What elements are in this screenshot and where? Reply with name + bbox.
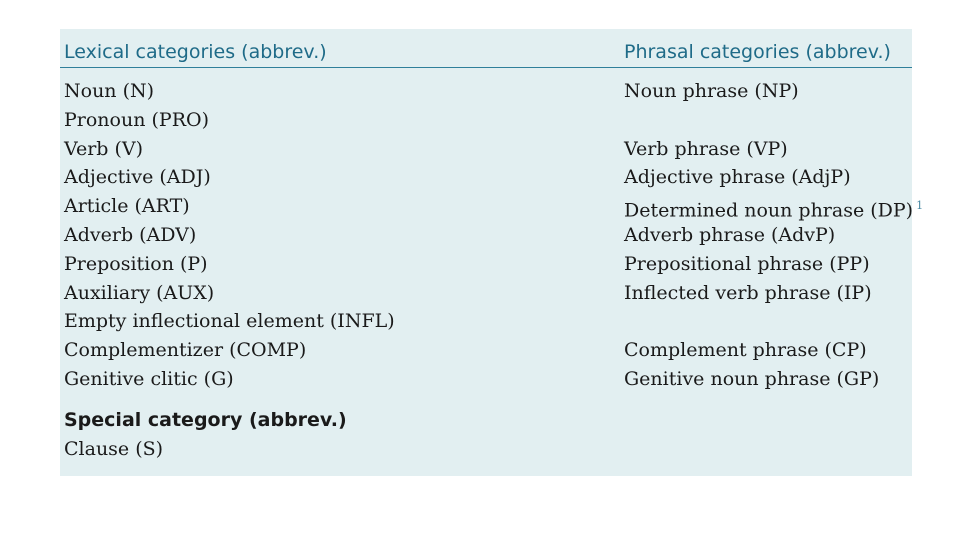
special-category-header: Special category (abbrev.) — [64, 409, 347, 431]
phrasal-item-advp: Adverb phrase (AdvP) — [624, 223, 836, 246]
lexical-item-complementizer: Complementizer (COMP) — [64, 339, 307, 362]
footnote-marker: 1 — [916, 199, 924, 213]
phrasal-column — [624, 77, 923, 394]
phrasal-item-empty — [624, 307, 923, 336]
phrasal-item-adjp: Adjective phrase (AdjP) — [624, 166, 851, 189]
phrasal-item-cp: Complement phrase (CP) — [624, 339, 867, 362]
phrasal-item-vp: Verb phrase (VP) — [624, 137, 788, 160]
phrasal-item-np: Noun phrase (NP) — [624, 80, 799, 102]
special-category-section — [64, 405, 347, 463]
lexical-categories-header: Lexical categories (abbrev.) — [64, 41, 327, 63]
special-item-clause: Clause (S) — [64, 438, 164, 460]
phrasal-item-dp — [624, 192, 923, 221]
category-table — [60, 29, 924, 476]
lexical-column — [64, 77, 395, 394]
phrasal-item-dp-label: Determined noun phrase (DP) — [624, 199, 914, 222]
lexical-item-verb: Verb (V) — [64, 137, 144, 160]
lexical-item-pronoun: Pronoun (PRO) — [64, 108, 209, 131]
lexical-item-adverb: Adverb (ADV) — [64, 223, 197, 246]
lexical-item-auxiliary: Auxiliary (AUX) — [64, 281, 215, 304]
lexical-item-article: Article (ART) — [64, 195, 190, 218]
phrasal-item-pp: Prepositional phrase (PP) — [624, 252, 870, 275]
lexical-item-noun: Noun (N) — [64, 80, 155, 102]
header-divider — [60, 67, 912, 68]
lexical-item-genitive-clitic: Genitive clitic (G) — [64, 367, 234, 390]
phrasal-item-empty — [624, 106, 923, 135]
lexical-item-infl: Empty inflectional element (INFL) — [64, 310, 395, 333]
phrasal-item-gp: Genitive noun phrase (GP) — [624, 367, 880, 390]
lexical-item-adjective: Adjective (ADJ) — [64, 166, 211, 189]
phrasal-categories-header: Phrasal categories (abbrev.) — [624, 41, 891, 63]
phrasal-item-ip: Inflected verb phrase (IP) — [624, 281, 872, 304]
lexical-item-preposition: Preposition (P) — [64, 252, 208, 275]
